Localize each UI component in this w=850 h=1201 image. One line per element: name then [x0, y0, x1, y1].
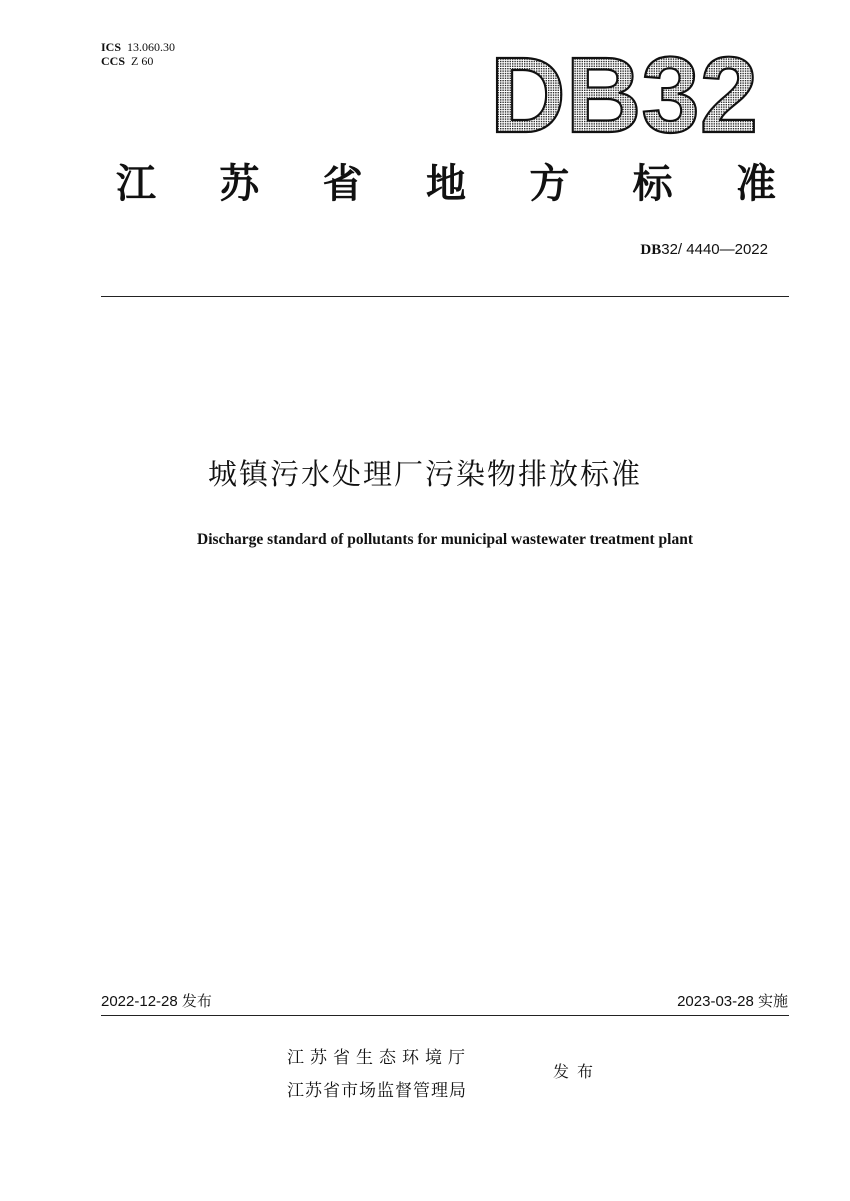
category-char: 省: [322, 161, 363, 207]
db32-logo: [488, 44, 760, 140]
implementation-date: 2023-03-28 实施: [677, 993, 788, 1010]
category-char: 苏: [219, 161, 260, 207]
classification-codes: [101, 40, 175, 68]
category-char: 标: [632, 161, 673, 207]
standard-number-rest: 32/ 4440—2022: [661, 241, 768, 258]
publish-label: 发布: [553, 1062, 602, 1081]
issue-date: 2022-12-28 发布: [101, 993, 212, 1010]
ics-code: ICS 13.060.30: [101, 40, 176, 54]
issuer-market-regulation: 江苏省市场监督管理局: [287, 1081, 467, 1101]
ccs-code: CCS Z 60: [101, 54, 154, 68]
document-title: 城镇污水处理厂污染物排放标准: [207, 457, 642, 491]
category-char: 地: [425, 161, 466, 207]
category-char: 准: [735, 161, 776, 207]
standard-number-prefix: DB: [640, 242, 662, 258]
standard-number: [640, 241, 768, 259]
top-divider: [101, 296, 789, 297]
logo-text: DB32: [490, 44, 758, 140]
standard-category: [116, 160, 776, 208]
issuer-ecology-department: 江苏省生态环境厅: [287, 1048, 471, 1068]
category-char: 方: [529, 161, 570, 207]
category-char: 江: [116, 161, 156, 207]
document-title-english: Discharge standard of pollutants for municipal wastewater treatment plant: [197, 531, 693, 548]
bottom-divider: [101, 1015, 789, 1016]
